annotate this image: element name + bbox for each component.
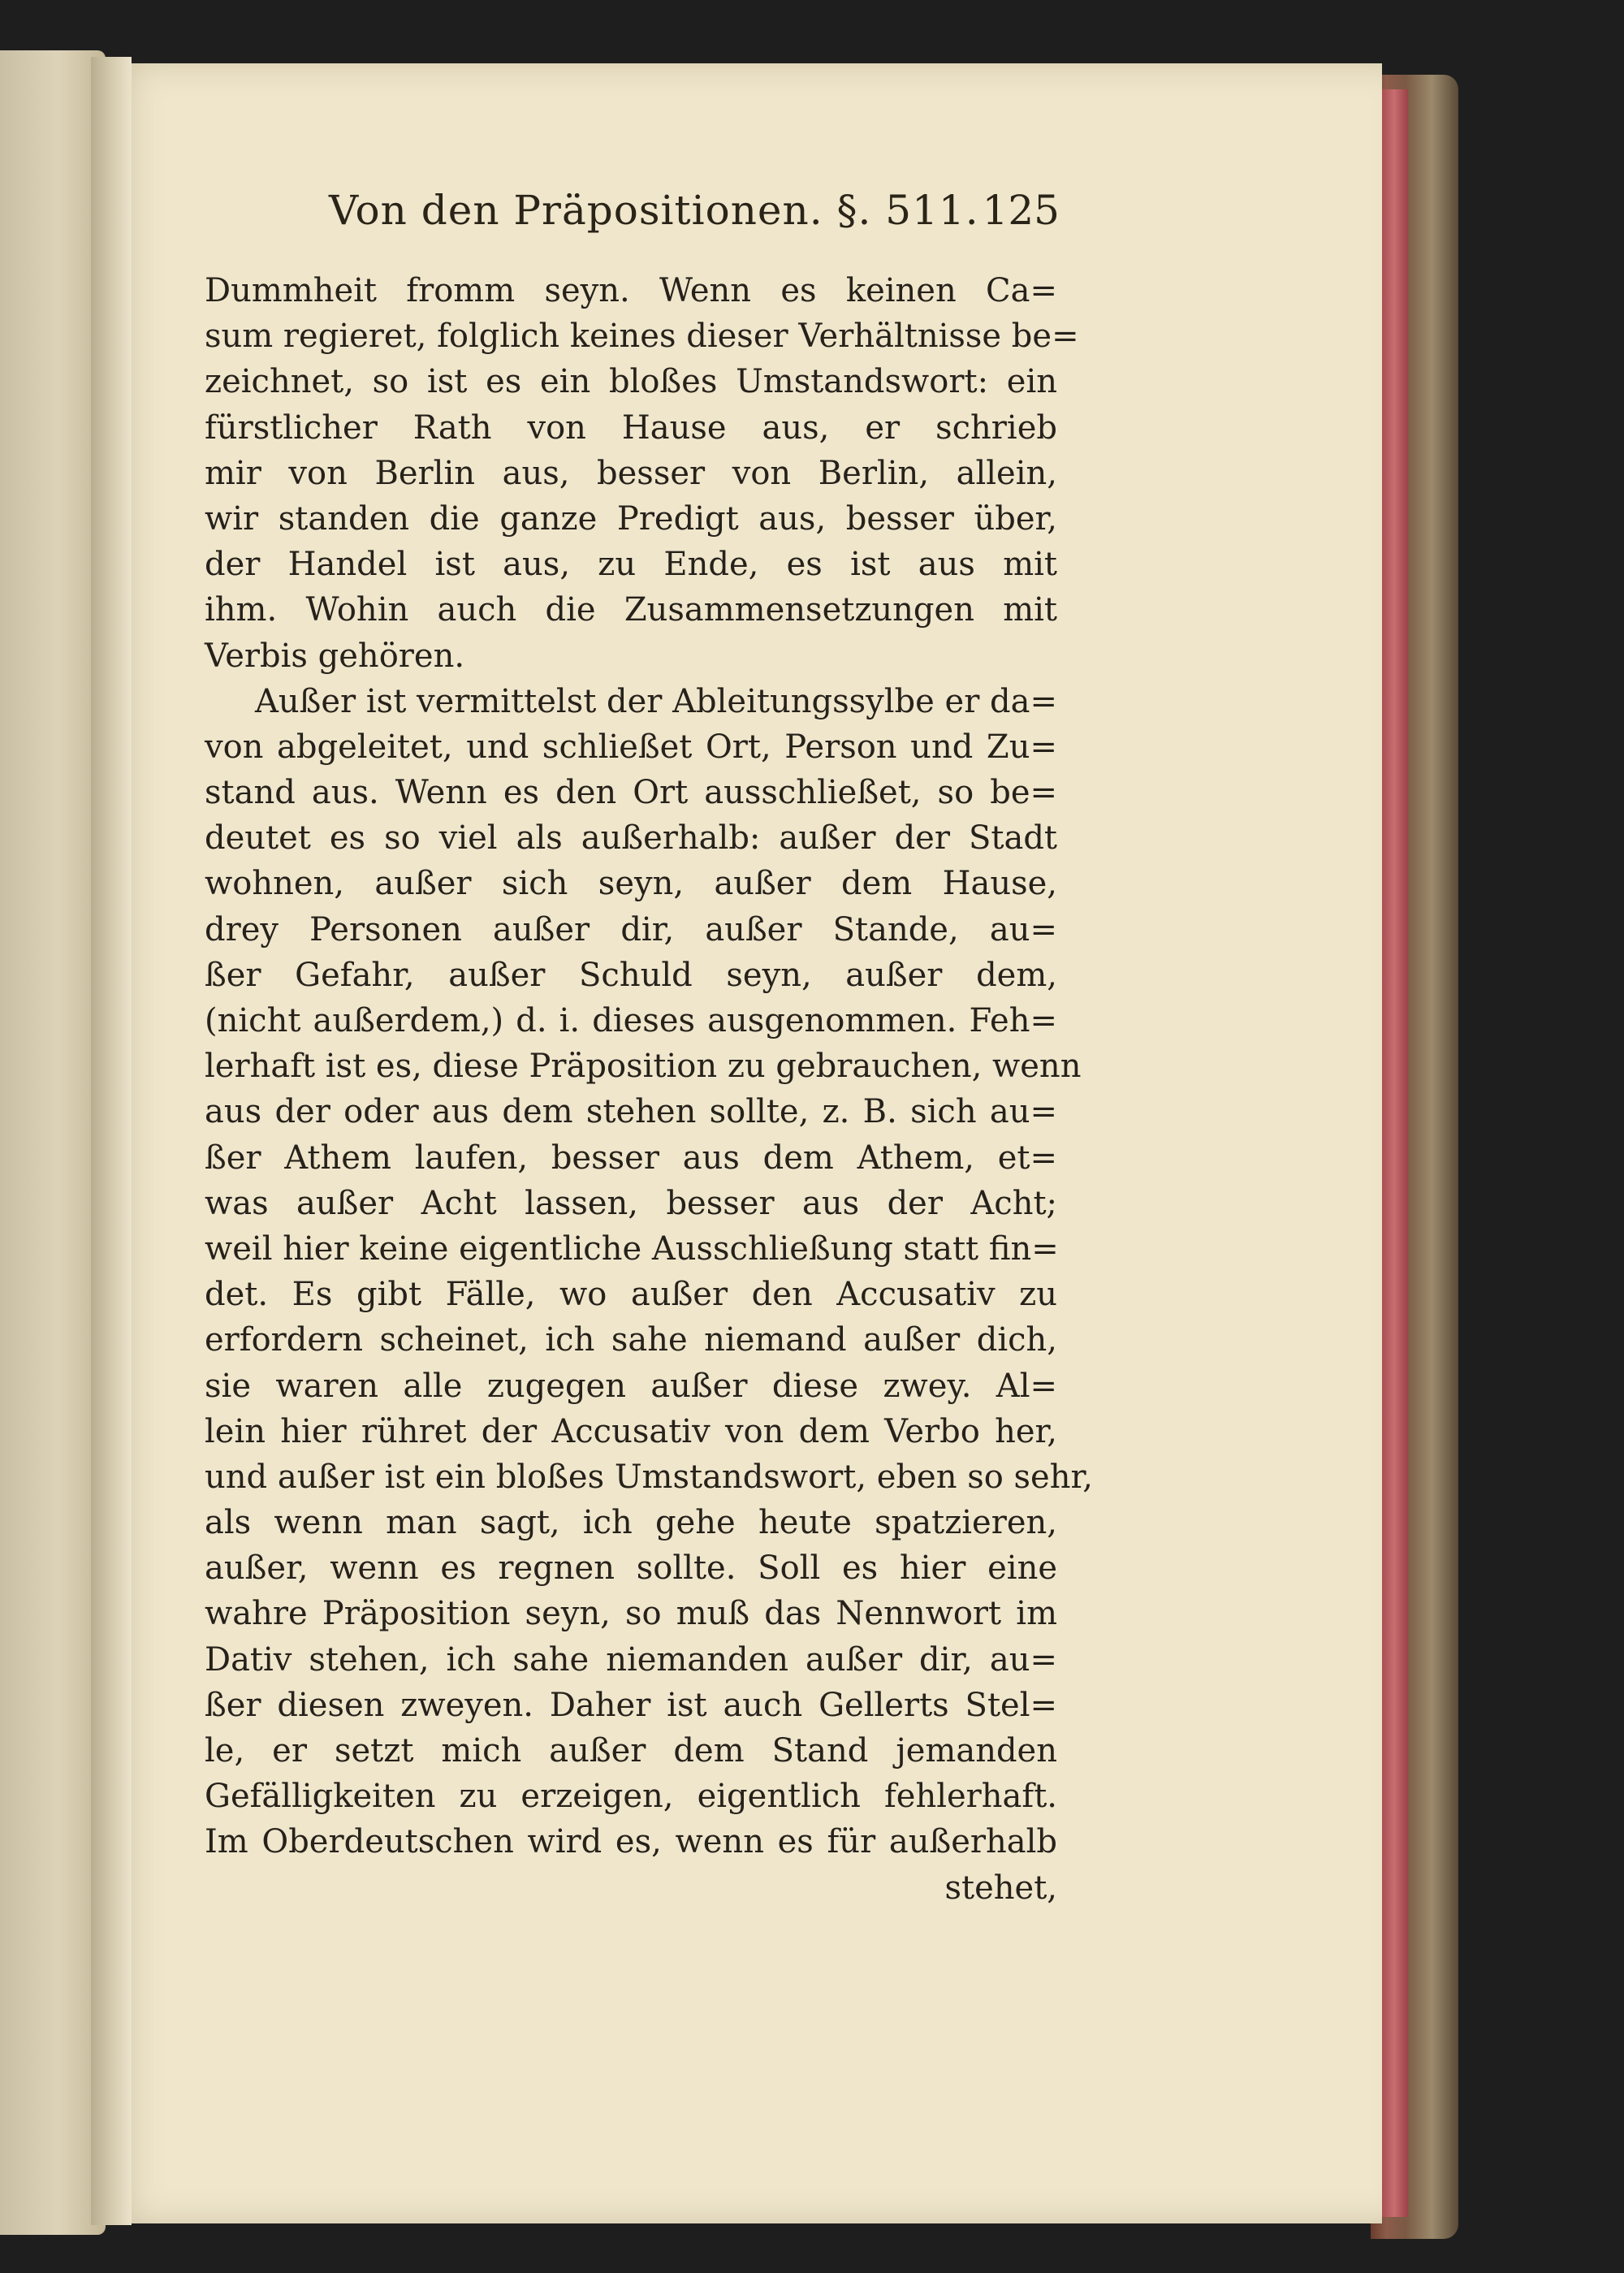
text-line: als wenn man sagt, ich gehe heute spatzieren,: [205, 1504, 1057, 1542]
red-page-edges: [1380, 89, 1408, 2217]
text-line: lerhaft ist es, diese Präposition zu gebrauchen, wenn: [205, 1048, 1082, 1086]
text-line: zeichnet, so ist es ein bloßes Umstandswort: ein: [205, 363, 1057, 401]
page-number: 125: [982, 187, 1060, 234]
text-line: (nicht außerdem,) d. i. dieses ausgenommen. Feh=: [205, 1002, 1057, 1039]
text-line: det. Es gibt Fälle, wo außer den Accusativ zu: [205, 1276, 1057, 1314]
left-page-edge: [0, 50, 106, 2235]
page-gutter: [91, 57, 132, 2225]
page-header: [329, 187, 1060, 244]
catchword: stehet,: [944, 1869, 1057, 1907]
text-line: sie waren alle zugegen außer diese zwey. Al=: [205, 1367, 1057, 1405]
body-text: [205, 268, 1093, 1911]
text-line: ßer Gefahr, außer Schuld seyn, außer dem,: [205, 956, 1057, 994]
text-line: wohnen, außer sich seyn, außer dem Hause,: [205, 865, 1057, 903]
text-line: wir standen die ganze Predigt aus, besser über,: [205, 499, 1057, 538]
text-line: Gefälligkeiten zu erzeigen, eigentlich fehlerhaft.: [205, 1778, 1057, 1816]
text-line: drey Personen außer dir, außer Stande, au=: [205, 910, 1057, 949]
text-line: lein hier rühret der Accusativ von dem Verbo her,: [205, 1412, 1057, 1450]
text-line: von abgeleitet, und schließet Ort, Person und Zu=: [205, 728, 1057, 766]
text-line: erfordern scheinet, ich sahe niemand außer dich,: [205, 1321, 1057, 1359]
text-line: fürstlicher Rath von Hause aus, er schrieb: [205, 408, 1057, 447]
text-line: und außer ist ein bloßes Umstandswort, eben so sehr,: [205, 1458, 1093, 1496]
text-line: weil hier keine eigentliche Ausschließung statt fin=: [205, 1229, 1059, 1268]
text-line: wahre Präposition seyn, so muß das Nennwort im: [205, 1595, 1057, 1633]
text-line: deutet es so viel als außerhalb: außer der Stadt: [205, 819, 1057, 858]
text-line: Im Oberdeutschen wird es, wenn es für außerhalb: [205, 1823, 1057, 1861]
text-line: der Handel ist aus, zu Ende, es ist aus mit: [205, 546, 1057, 584]
text-line: mir von Berlin aus, besser von Berlin, allein,: [205, 454, 1057, 492]
text-line: Verbis gehören.: [205, 637, 465, 675]
text-line: ßer diesen zweyen. Daher ist auch Gellerts Stel=: [205, 1686, 1057, 1724]
text-line: Außer ist vermittelst der Ableitungssylbe er da=: [255, 682, 1058, 720]
text-line: was außer Acht lassen, besser aus der Acht;: [205, 1184, 1057, 1222]
text-line: sum regieret, folglich keines dieser Verhältnisse be=: [205, 318, 1079, 356]
text-line: außer, wenn es regnen sollte. Soll es hier eine: [205, 1549, 1057, 1588]
text-line: Dummheit fromm seyn. Wenn es keinen Ca=: [205, 272, 1057, 309]
text-line: le, er setzt mich außer dem Stand jemanden: [205, 1732, 1057, 1770]
running-title: Von den Präpositionen. §. 511.: [329, 187, 979, 234]
text-line: ihm. Wohin auch die Zusammensetzungen mit: [205, 591, 1057, 629]
text-line: Dativ stehen, ich sahe niemanden außer dir, au=: [205, 1640, 1057, 1679]
text-line: aus der oder aus dem stehen sollte, z. B. sich au=: [205, 1093, 1057, 1131]
text-line: ßer Athem laufen, besser aus dem Athem, et=: [205, 1139, 1057, 1177]
text-line: stand aus. Wenn es den Ort ausschließet, so be=: [205, 774, 1057, 812]
